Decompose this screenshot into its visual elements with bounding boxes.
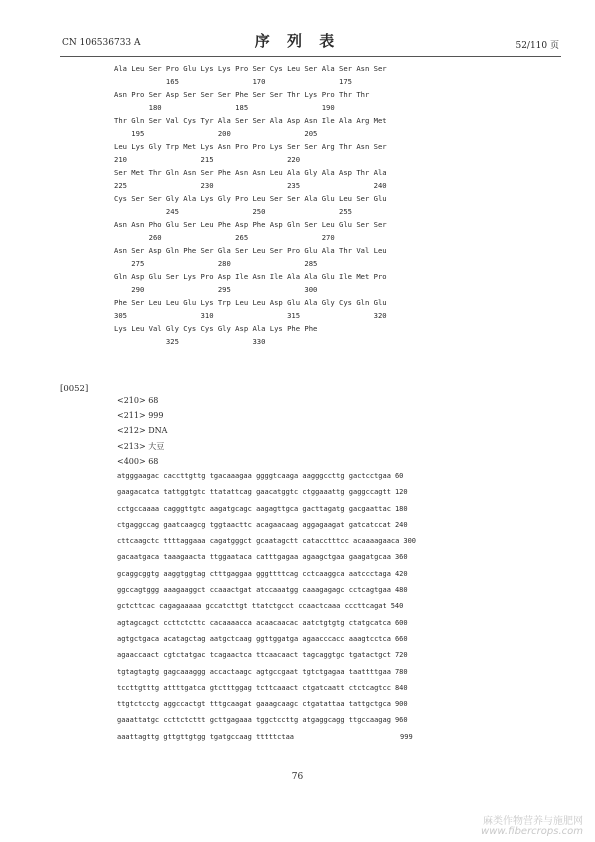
- dna-bases: cctgccaaaa cagggttgtc aagatgcagc aagagttgca gacttagatg gacgaattac: [117, 504, 391, 513]
- dna-bases: gcaggcggtg aaggtggtag ctttgaggaa gggttttcag cctcaaggca aatccctaga: [117, 569, 391, 578]
- dna-line: [117, 468, 427, 484]
- protein-line: Phe Ser Leu Leu Glu Lys Trp Leu Leu Asp Glu Ala Gly Cys Gln Glu: [114, 298, 387, 307]
- protein-line: Gln Asp Glu Ser Lys Pro Asp Ile Asn Ile Ala Ala Glu Ile Met Pro: [114, 272, 387, 281]
- position-numbers: 275 280 285: [114, 259, 318, 268]
- metadata-line: <210> 68: [117, 396, 159, 405]
- dna-bases: gaaattatgc ccttctcttt gcttgagaaa tggctccttg atgaggcagg ttgccaagag: [117, 716, 391, 725]
- protein-line: Asn Ser Asp Gln Phe Ser Gla Ser Leu Ser Pro Glu Ala Thr Val Leu: [114, 246, 387, 255]
- dna-position: 300: [403, 537, 417, 546]
- position-numbers: 290 295 300: [114, 285, 318, 294]
- dna-line: [117, 598, 427, 614]
- dna-line: [117, 664, 427, 680]
- position-numbers: 225 230 235 240: [114, 181, 387, 190]
- position-numbers: 260 265 270: [114, 233, 335, 242]
- metadata-line: <212> DNA: [117, 426, 168, 436]
- dna-position: 660: [394, 634, 408, 643]
- dna-position: 480: [394, 586, 408, 595]
- paragraph-tag: [0052]: [60, 384, 89, 394]
- dna-bases: cttcaagctc ttttaggaaa cagatgggct gcaatagctt catacctttcc acaaaagaaca: [117, 537, 400, 546]
- dna-position: 420: [394, 569, 408, 578]
- protein-line: Cys Ser Ser Gly Ala Lys Gly Pro Leu Ser Ser Ala Glu Leu Ser Glu: [114, 194, 387, 203]
- dna-bases: ttgtctcctg aggccactgt tttgcaagat gaaagcaagc ctgatattaa tattgctgca: [117, 700, 391, 709]
- protein-line: Thr Gln Ser Val Cys Tyr Ala Ser Ser Ala Asp Asn Ile Ala Arg Met: [114, 116, 387, 125]
- dna-position: 540: [390, 602, 404, 611]
- dna-line: [117, 631, 427, 647]
- dna-bases: agaaccaact cgtctatgac tcagaactca ttcaacaact tagcaggtgc tgatactgct: [117, 651, 391, 660]
- dna-position: 780: [394, 667, 408, 676]
- dna-position: 360: [394, 553, 408, 562]
- dna-line: [117, 615, 427, 631]
- dna-position: 720: [394, 651, 408, 660]
- dna-bases: tgtagtagtg gagcaaaggg accactaagc agtgccgaat tgtctgagaa taattttgaa: [117, 667, 391, 676]
- document-number: CN 106536733 A: [62, 38, 141, 48]
- dna-bases: gctcttcac cagagaaaaa gccatcttgt ttatctgcct ccaactcaaa cccttcagat: [117, 602, 387, 611]
- dna-position: 240: [394, 520, 408, 529]
- dna-position: 180: [394, 504, 408, 513]
- page-header: [0, 30, 595, 50]
- dna-position: 600: [394, 618, 408, 627]
- dna-bases: gaagacatca tattggtgtc ttatattcag gaacatggtc ctggaaattg gaggccagtt: [117, 488, 391, 497]
- dna-position: 60: [394, 472, 404, 480]
- protein-line: Lys Leu Val Gly Cys Cys Gly Asp Ala Lys Phe Phe: [114, 324, 318, 333]
- dna-bases: ctgaggccag gaatcaagcg tggtaacttc acagaacaag aggagaagat gatcatccat: [117, 520, 391, 529]
- position-numbers: 305 310 315 320: [114, 311, 387, 320]
- dna-line: [117, 566, 427, 582]
- dna-line: [117, 712, 427, 728]
- watermark-text: 麻类作物营养与施肥网: [483, 816, 583, 827]
- dna-position: 900: [394, 700, 408, 709]
- dna-line: [117, 647, 427, 663]
- position-numbers: 210 215 220: [114, 155, 301, 164]
- watermark-url: www.fibercrops.com: [481, 826, 583, 837]
- metadata-line: <400> 68: [117, 456, 159, 466]
- dna-bases: atgggaagac caccttgttg tgacaaagaa ggggtcaaga aagggccttg gactcctgaa: [117, 472, 391, 480]
- dna-line: [117, 680, 427, 696]
- page-title: 序 列 表: [254, 32, 341, 50]
- page-info: 52/110 页: [515, 41, 559, 51]
- dna-bases: agtgctgaca acatagctag aatgctcaag ggttggatga agaacccacc aaagtcctca: [117, 634, 391, 643]
- dna-line: [117, 517, 427, 533]
- protein-sequence: [114, 62, 444, 348]
- position-numbers: 325 330: [114, 337, 266, 346]
- dna-position: 120: [394, 488, 408, 497]
- dna-position: 960: [394, 716, 408, 725]
- sequence-metadata: [117, 393, 167, 469]
- dna-bases: tccttgtttg attttgatca gtctttggag tcttcaaact ctgatcaatt ctctcagtcc: [117, 683, 391, 692]
- protein-line: Asn Pro Ser Asp Ser Ser Ser Phe Ser Ser Thr Lys Pro Thr Thr: [114, 90, 370, 99]
- dna-bases: aaattagttg gttgttgtgg tgatgccaag tttttctaa: [117, 732, 295, 741]
- header-divider: [60, 56, 561, 57]
- page-number: 76: [291, 772, 304, 782]
- dna-position: 999: [400, 732, 413, 741]
- dna-line: [117, 533, 427, 549]
- dna-line: [117, 501, 427, 517]
- dna-line: [117, 549, 427, 565]
- dna-sequence: [117, 468, 427, 745]
- protein-line: Leu Lys Gly Trp Met Lys Asn Pro Pro Lys Ser Ser Arg Thr Asn Ser: [114, 142, 387, 151]
- position-numbers: 180 185 190: [114, 103, 335, 112]
- dna-position: 840: [394, 683, 408, 692]
- position-numbers: 195 200 205: [114, 129, 318, 138]
- protein-line: Ser Met Thr Gln Asn Ser Phe Asn Asn Leu Ala Gly Ala Asp Thr Ala: [114, 168, 387, 177]
- dna-line: [117, 484, 427, 500]
- metadata-line: <213> 大豆: [117, 441, 165, 451]
- dna-line: [117, 582, 427, 598]
- dna-bases: ggccagtggg aaagaaggct ccaaactgat atccaaatgg caaagagagc cctcagtgaa: [117, 586, 391, 595]
- dna-bases: gacaatgaca taaagaacta ttggaataca catttgagaa agaagctgaa gaagatgcaa: [117, 553, 391, 562]
- metadata-line: <211> 999: [117, 411, 164, 421]
- position-numbers: 245 250 255: [114, 207, 352, 216]
- protein-line: Ala Leu Ser Pro Glu Lys Lys Pro Ser Cys Leu Ser Ala Ser Asn Ser: [114, 64, 387, 73]
- dna-line: [117, 729, 427, 745]
- position-numbers: 165 170 175: [114, 77, 352, 86]
- dna-line: [117, 696, 427, 712]
- protein-line: Asn Asn Pho Glu Ser Leu Phe Asp Phe Asp Gln Ser Leu Glu Ser Ser: [114, 220, 387, 229]
- dna-bases: agtagcagct ccttctcttc cacaaaacca acaacaacac aatctgtgtg ctatgcatca: [117, 618, 391, 627]
